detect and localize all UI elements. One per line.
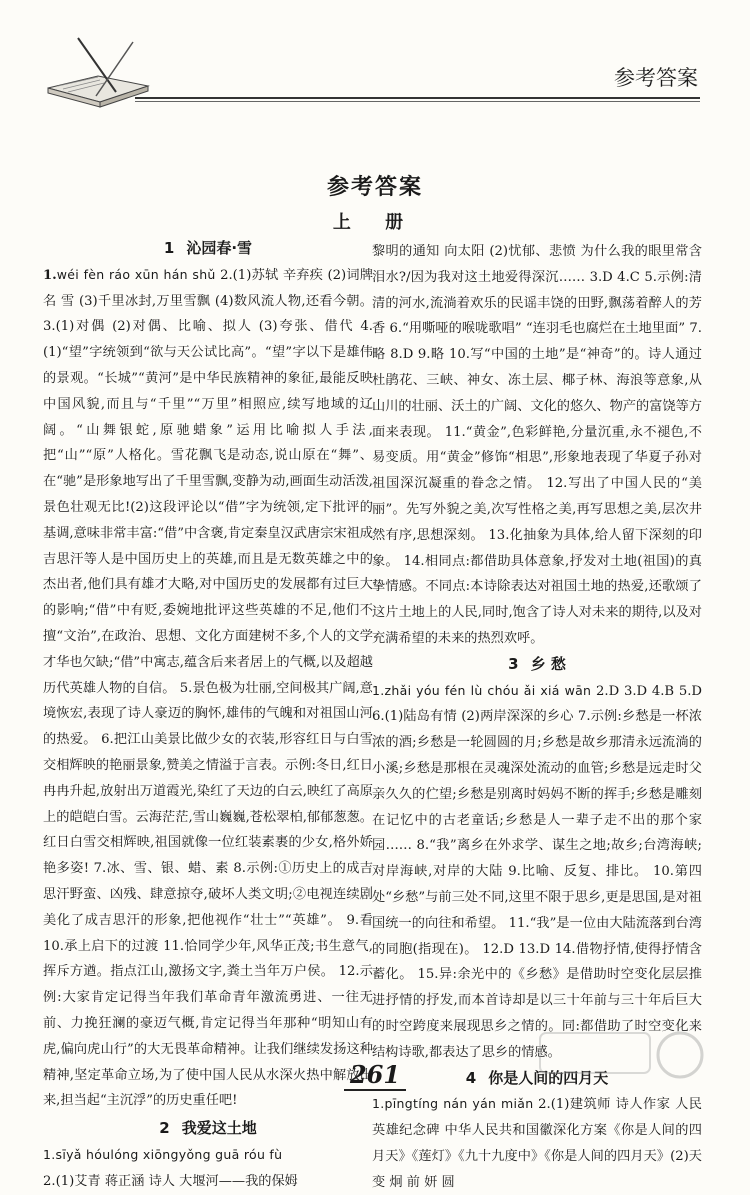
section-heading [372, 652, 702, 678]
section-title: 我爱这土地 [181, 1119, 257, 1138]
answer-text: 2.(1)建筑师 诗人作家 人民英雄纪念碑 中华人民共和国徽深化方案《你是人间的四月天》《莲灯》《九十九度中》《你是人间的四月天》(2)天 变 炯 前 妍 圆 [372, 1097, 702, 1190]
page-header [0, 0, 750, 110]
section-title: 沁园春·雪 [186, 239, 253, 257]
section-number: 3 [508, 654, 519, 673]
answer-text: 黎明的通知 向太阳 (2)忧郁、悲愤 为什么我的眼里常含泪水?/因为我对这土地爱得深沉…… 3.D 4.C 5.示例:清清的河水,流淌着欢乐的民谣丰饶的田野,飘荡着醉人的芳香 6.“用嘶哑的喉咙歌唱” “连羽毛也腐烂在土地里面” 7.略 8.D 9.略 10.写“中国的土地”是“神奇”的。诗人通过杜鹃花、三峡、神女、冻土层、椰子林、海浪等意象,从山川的壮丽、沃土的广阔、文化的悠久、物产的富饶等方面来表现。 11.“黄金”,色彩鲜艳,分量沉重,永不褪色,不易变质。用“黄金”修饰“相思”,形象地表现了华夏子孙对祖国深沉凝重的眷念之情。 12.写出了中国人民的“美丽”。先写外貌之美,次写性格之美,再写思想之美,层次井然有序,思想深刻。 13.化抽象为具体,给人留下深刻的印象。 14.相同点:都借助具体意象,抒发对土地(祖国)的真挚情感。不同点:本诗除表达对祖国土地的热爱,还歌颂了这片土地上的人民,同时,饱含了诗人对未来的期待,以及对充满希望的未来的热烈欢呼。 [372, 244, 702, 646]
watermark-stamp-icon [530, 1025, 710, 1095]
section-title: 你是人间的四月天 [488, 1068, 609, 1087]
section-heading [43, 236, 373, 262]
volume-heading: 上 册 [332, 212, 418, 233]
pinyin-answer: 1.zhǎi yóu fén lù chóu ǎi xiá wān [372, 682, 592, 698]
header-rule-thin [135, 101, 700, 102]
section-heading [43, 1116, 373, 1142]
section-number: 4 [465, 1068, 477, 1087]
answer-text: 2.(1)苏轼 辛弃疾 (2)词牌名 雪 (3)千里冰封,万里雪飘 (4)数风流人物,还看今朝。 3.(1)对偶 (2)对偶、比喻、拟人 (3)夸张、借代 4.(1)“望”字统领到“欲与天公试比高”。“望”字以下是雄伟的景观。“长城”“黄河”是中华民族精神的象征,最能反映中国风貌,而且与“千里”“万里”相照应,续写地域的辽阔。“山舞银蛇,原驰蜡象”运用比喻拟人手法,把“山”“原”人格化。雪花飘飞是动态,说山原在“舞”、在“驰”是形象地写出了千里雪飘,变静为动,画面生动活泼,景色壮观无比!(2)这段评论以“借”字为统领,定下批评的基调,意味非常丰富:“借”中含褒,肯定秦皇汉武唐宗宋祖成吉思汗等人是中国历史上的英雄,而且是无数英雄之中的杰出者,他们具有雄才大略,对中国历史的发展都有过巨大的影响;“借”中有贬,委婉地批评这些英雄的不足,他们不擅“文治”,在政治、思想、文化方面建树不多,个人的文学才华也欠缺;“借”中寓志,蕴含后来者居上的气概,以及超越历代英雄人物的自信。 5.景色极为壮丽,空间极其广阔,意境恢宏,表现了诗人豪迈的胸怀,雄伟的气魄和对祖国山河的热爱。 6.把江山美景比做少女的衣装,形容红日与白雪交相辉映的艳丽景象,赞美之情溢于言表。示例:冬日,红日冉冉升起,放射出万道霞光,染红了天边的白云,映红了高原上的皑皑白雪。云海茫茫,雪山巍巍,苍松翠柏,郁郁葱葱。红日白雪交相辉映,祖国就像一位红装素裹的少女,格外娇艳多姿! 7.冰、雪、银、蜡、素 8.示例:①历史上的成吉思汗野蛮、凶残、肆意掠夺,破坏人类文明;②电视连续剧美化了成吉思汗的形象,把他视作“壮士”“英雄”。 9.看 10.承上启下的过渡 11.恰同学少年,风华正茂;书生意气,挥斥方遒。指点江山,激扬文字,粪土当年万户侯。 12.示例:大家肯定记得当年我们革命青年激流勇进、一往无前、力挽狂澜的豪迈气概,肯定记得当年那种“明知山有虎,偏向虎山行”的大无畏革命精神。让我们继续发扬这种精神,坚定革命立场,为了使中国人民从水深火热中解放出来,担当起“主沉浮”的历史重任吧! [43, 267, 374, 1109]
page-number: 261 [0, 1060, 750, 1091]
page-title: 参考答案 [326, 175, 423, 200]
answer-text: 2.(1)艾青 蒋正涵 诗人 大堰河——我的保姆 [43, 1173, 298, 1189]
pinyin-answer: 1.pīngtíng nán yán miǎn [372, 1096, 534, 1112]
section-title: 乡 愁 [530, 654, 566, 673]
answer-paragraph [372, 1091, 702, 1195]
header-rule [135, 97, 700, 99]
left-column [43, 236, 373, 1194]
answer-paragraph [372, 239, 702, 652]
section-number: 2 [159, 1119, 170, 1138]
section-number: 1 [163, 239, 175, 257]
pinyin-answer: wéi fèn ráo xūn hán shǔ [56, 266, 216, 282]
answer-paragraph: 1.wéi fèn ráo xūn hán shǔ 2.(1)苏轼 辛弃疾 (2)词牌名 雪 (3)千里冰封,万里雪飘 (4)数风流人物,还看今朝。 3.(1)对偶 (2)对偶、比喻、拟人 (3)夸张、借代 4.(1)“望”字统领到“欲与天公试比高”。“望”字以下是雄伟的景观。“长城”“黄河”是中华民族精神的象征,最能反映中国风貌,而且与“千里”“万里”相照应,续写地域的辽阔。“山舞银蛇,原驰蜡象”运用比喻拟人手法,把“山”“原”人格化。雪花飘飞是动态,说山原在“舞”、在“驰”是形象地写出了千里雪飘,变静为动,画面生动活泼,景色壮观无比!(2)这段评论以“借”字为统领,定下批评的基调,意味非常丰富:“借”中含褒,肯定秦皇汉武唐宗宋祖成吉思汗等人是中国历史上的英雄,而且是无数英雄之中的杰出者,他们具有雄才大略,对中国历史的发展都有过巨大的影响;“借”中有贬,委婉地批评这些英雄的不足,他们不擅“文治”,在政治、思想、文化方面建树不多,个人的文学才华也欠缺;“借”中寓志,蕴含后来者居上的气概,以及超越历代英雄人物的自信。 5.景色极为壮丽,空间极其广阔,意境恢宏,表现了诗人豪迈的胸怀,雄伟的气魄和对祖国山河的热爱。 6.把江山美景比做少女的衣装,形容红日与白雪交相辉映的艳丽景象,赞美之情溢于言表。示例:冬日,红日冉冉升起,放射出万道霞光,染红了天边的白云,映红了高原上的皑皑白雪。云海茫茫,雪山巍巍,苍松翠柏,郁郁葱葱。红日白雪交相辉映,祖国就像一位红装素裹的少女,格外娇艳多姿! 7.冰、雪、银、蜡、素 8.示例:①历史上的成吉思汗野蛮、凶残、肆意掠夺,破坏人类文明;②电视连续剧美化了成吉思汗的形象,把他视作“壮士”“英雄”。 9.看 10.承上启下的过渡 11.恰同学少年,风华正茂;书生意气,挥斥方遒。指点江山,激扬文字,粪土当年万户侯。 12.示例:大家肯定记得当年我们革命青年激流勇进、一往无前、力挽狂澜的豪迈气概,肯定记得当年那种“明知山有虎,偏向虎山行”的大无畏革命精神。让我们继续发扬这种精神,坚定革命立场,为了使中国人民从水深火热中解放出来,担当起“主沉浮”的历史重任吧! [43, 266, 374, 1109]
answer-paragraph [43, 1142, 373, 1195]
pinyin-answer: 1.sīyǎ hóulóng xiōngyǒng guā róu fù [43, 1146, 283, 1162]
answer-paragraph [372, 678, 702, 1066]
answer-text: 2.D 3.D 4.B 5.D 6.(1)陆岛有情 (2)两岸深深的乡心 7.示例:乡愁是一杯浓浓的酒;乡愁是一轮圆圆的月;乡愁是故乡那清永远流淌的小溪;乡愁是那根在灵魂深处流动的血管;乡愁是远走时父亲久久的伫望;乡愁是别离时妈妈不断的挥手;乡愁是雕刻在记忆中的古老童话;乡愁是人一辈子走不出的那个家园…… 8.“我”离乡在外求学、谋生之地;故乡;台湾海峡;对岸海峡,对岸的大陆 9.比喻、反复、排比。 10.第四处“乡愁”与前三处不同,这里不限于思乡,更是思国,是对祖国统一的向往和希望。 11.“我”是一位由大陆流落到台湾的同胞(指现在)。 12.D 13.D 14.借物抒情,使得抒情含蓄化。 15.异:余光中的《乡愁》是借助时空变化层层推进抒情的抒发,而本首诗却是以三十年前与三十年后巨大的时空跨度来展现思乡之情的。同:都借助了时空变化来结构诗歌,都表达了思乡的情感。 [372, 683, 702, 1060]
header-title: 参考答案 [614, 66, 698, 90]
